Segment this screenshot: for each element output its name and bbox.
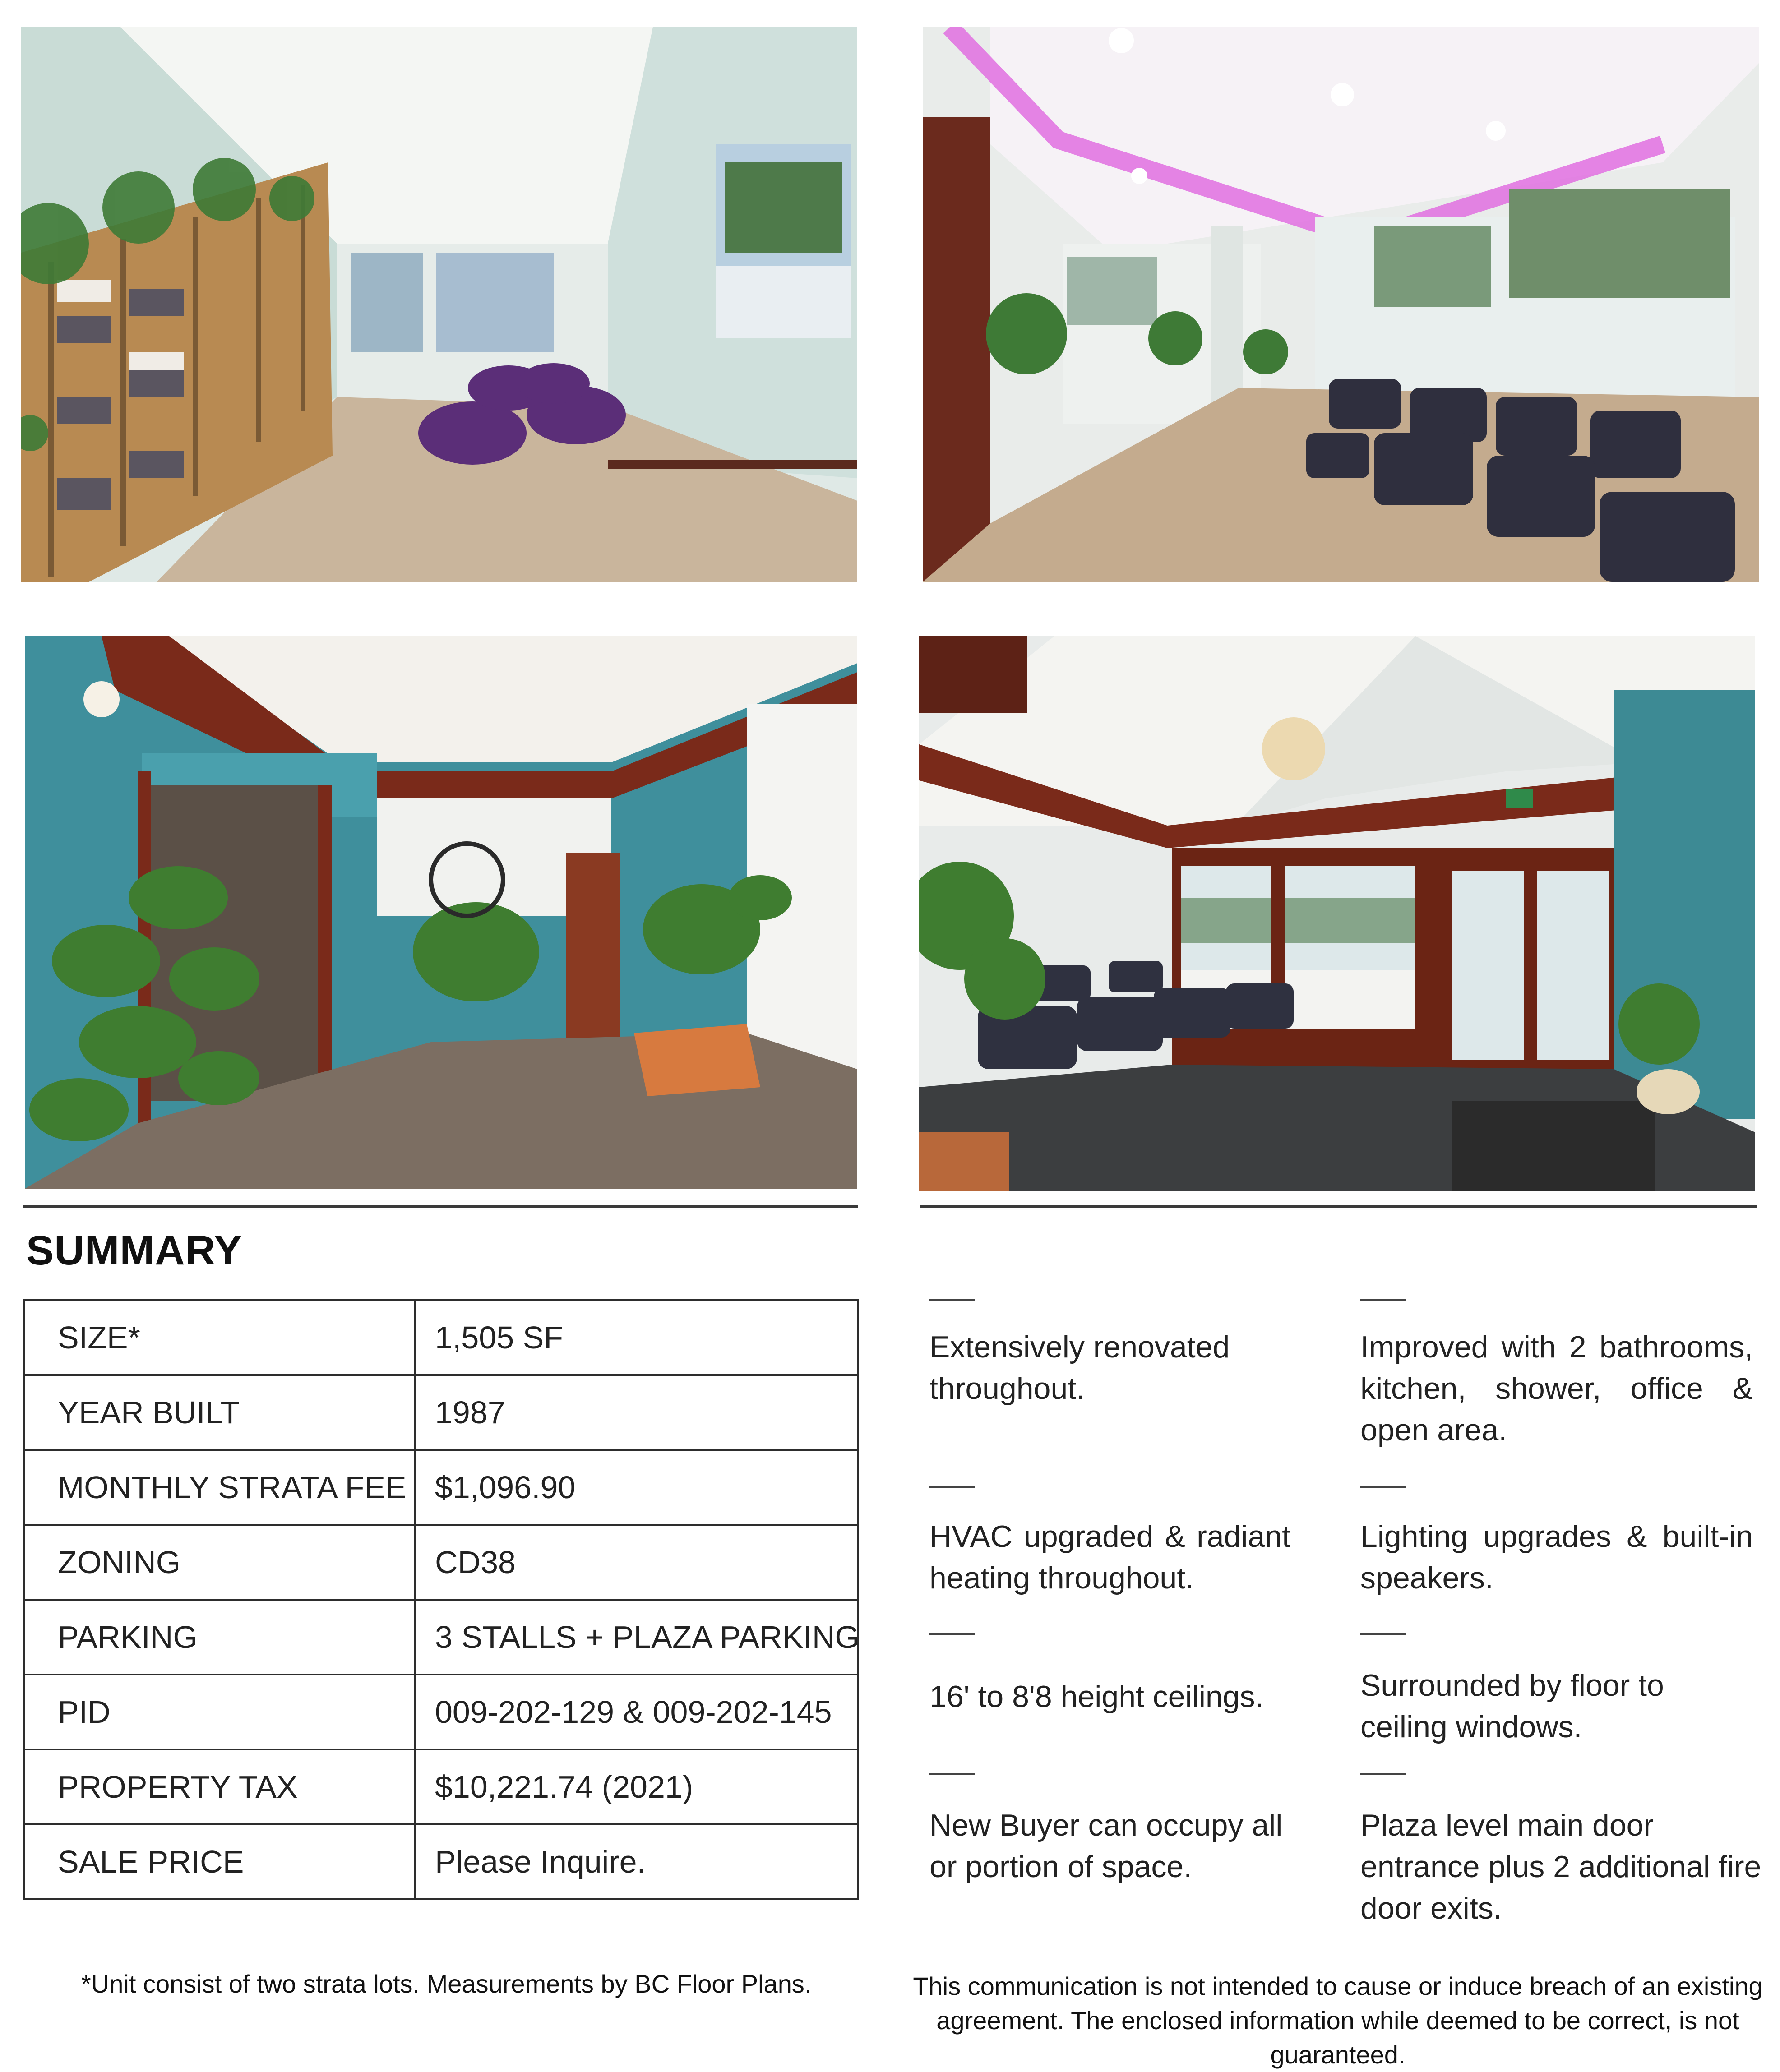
feature-renovated: Extensively renovated throughout. bbox=[929, 1330, 1230, 1406]
table-row bbox=[24, 1300, 858, 1375]
summary-table bbox=[23, 1299, 859, 1900]
table-row bbox=[24, 1824, 858, 1899]
feature-lighting: Lighting upgrades & built-in speakers. bbox=[1360, 1519, 1753, 1595]
row-label: PID bbox=[24, 1675, 415, 1749]
feature-occupy: New Buyer can occupy all or portion of space. bbox=[929, 1808, 1283, 1884]
row-value: 1987 bbox=[415, 1375, 858, 1450]
row-value: Please Inquire. bbox=[415, 1824, 858, 1899]
yoga-room-photo bbox=[21, 27, 857, 582]
row-value: CD38 bbox=[415, 1525, 858, 1600]
row-value: 009-202-129 & 009-202-145 bbox=[415, 1675, 858, 1749]
table-row bbox=[24, 1749, 858, 1824]
row-value: 1,505 SF bbox=[415, 1300, 858, 1375]
measurement-footnote: *Unit consist of two strata lots. Measurements by BC Floor Plans. bbox=[81, 1970, 812, 1998]
table-row bbox=[24, 1600, 858, 1675]
feature-dash bbox=[1360, 1633, 1406, 1635]
entrance-photo bbox=[919, 636, 1755, 1191]
row-value: 3 STALLS + PLAZA PARKING bbox=[415, 1600, 858, 1675]
row-label: PARKING bbox=[24, 1600, 415, 1675]
feature-dash bbox=[929, 1633, 975, 1635]
row-label: SALE PRICE bbox=[24, 1824, 415, 1899]
lobby-plants-photo bbox=[25, 636, 857, 1189]
seminar-room-photo bbox=[923, 27, 1759, 582]
table-row bbox=[24, 1375, 858, 1450]
row-value: $1,096.90 bbox=[415, 1450, 858, 1525]
table-row bbox=[24, 1675, 858, 1749]
feature-windows: Surrounded by floor to ceiling windows. bbox=[1360, 1668, 1664, 1744]
row-label: YEAR BUILT bbox=[24, 1375, 415, 1450]
row-label: ZONING bbox=[24, 1525, 415, 1600]
right-divider-rule bbox=[920, 1205, 1757, 1208]
feature-bathrooms: Improved with 2 bathrooms, kitchen, shower, office & open area. bbox=[1360, 1330, 1753, 1447]
table-row bbox=[24, 1525, 858, 1600]
feature-dash bbox=[929, 1299, 975, 1301]
feature-dash bbox=[929, 1486, 975, 1488]
row-label: SIZE* bbox=[24, 1300, 415, 1375]
table-row bbox=[24, 1450, 858, 1525]
feature-entrance: Plaza level main door entrance plus 2 additional fire door exits. bbox=[1360, 1808, 1762, 1925]
feature-dash bbox=[1360, 1299, 1406, 1301]
row-label: MONTHLY STRATA FEE bbox=[24, 1450, 415, 1525]
summary-heading: SUMMARY bbox=[26, 1228, 242, 1274]
disclaimer-footnote: This communication is not intended to cause or induce breach of an existing agreement. The enclosed information while deemed to be correct, is not guaranteed. bbox=[913, 1972, 1763, 2069]
feature-dash bbox=[929, 1773, 975, 1775]
feature-dash bbox=[1360, 1486, 1406, 1488]
feature-ceilings: 16' to 8'8 height ceilings. bbox=[929, 1680, 1264, 1714]
feature-dash bbox=[1360, 1773, 1406, 1775]
row-label: PROPERTY TAX bbox=[24, 1749, 415, 1824]
row-value: $10,221.74 (2021) bbox=[415, 1749, 858, 1824]
left-divider-rule bbox=[23, 1205, 858, 1208]
feature-hvac: HVAC upgraded & radiant heating throughout. bbox=[929, 1519, 1290, 1595]
